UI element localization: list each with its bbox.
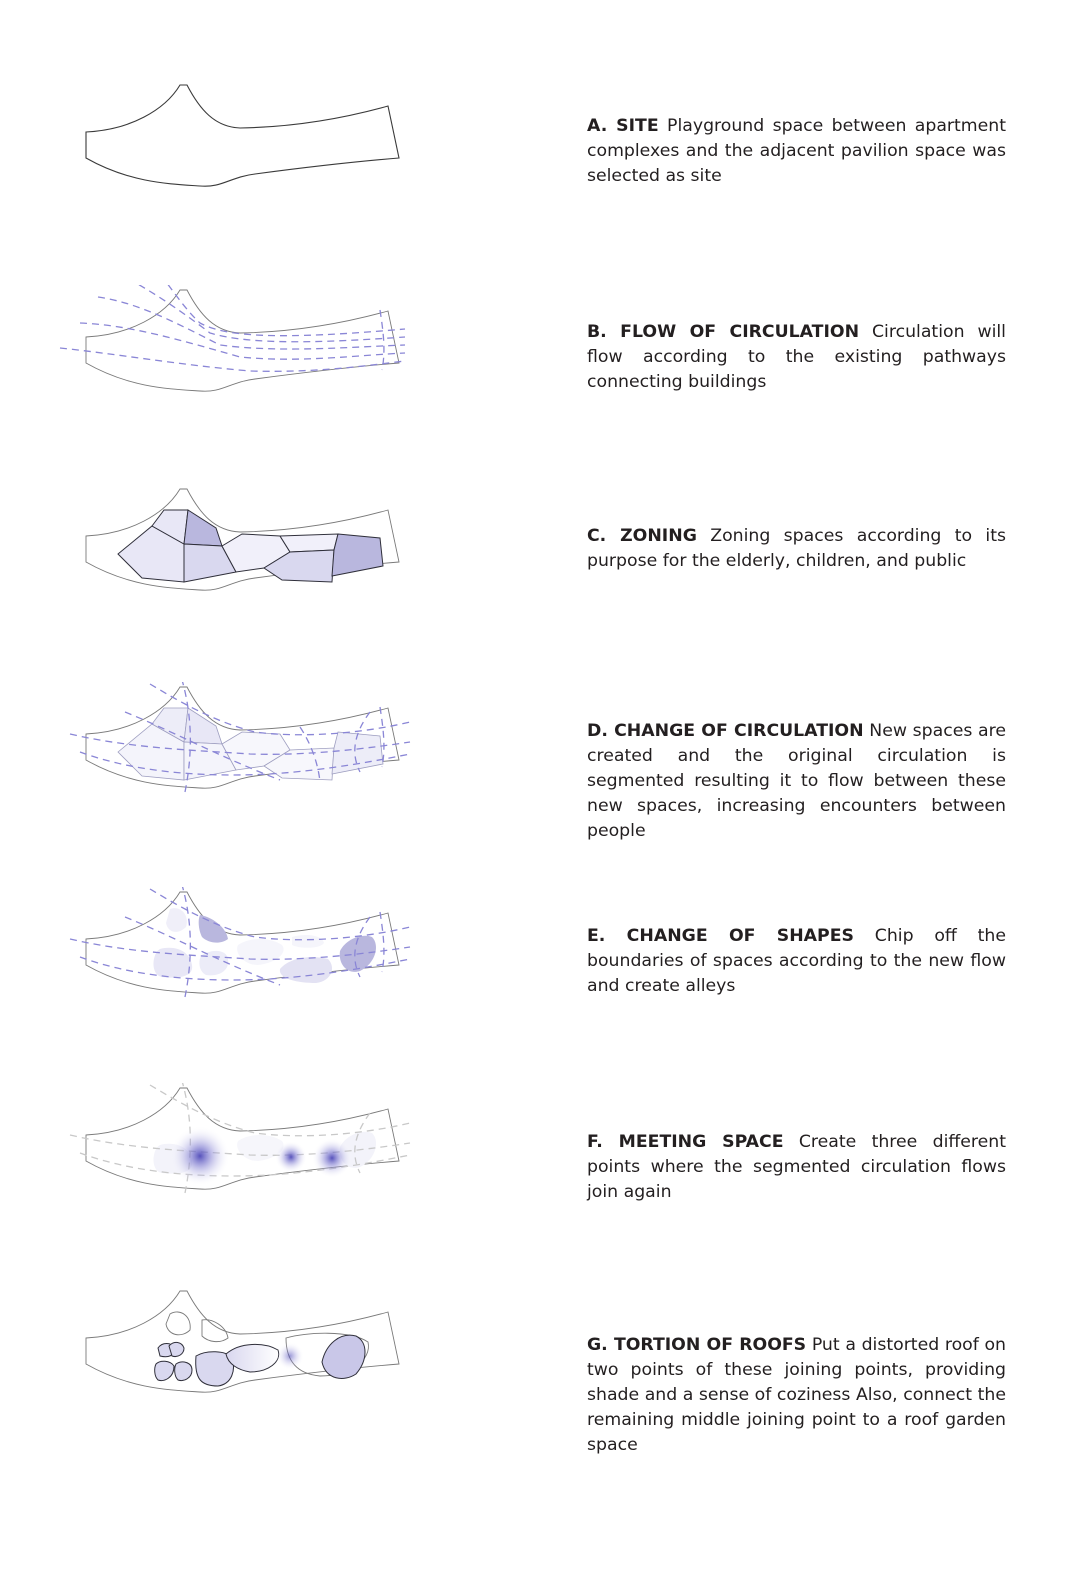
flow-line [178, 887, 190, 997]
flow-line [80, 323, 405, 359]
step-text: Chip off the boundaries of spaces according to the new flow and create alleys [587, 926, 1006, 996]
step-title: G. TORTION OF ROOFS [587, 1335, 807, 1355]
meeting-point-small [275, 1141, 307, 1173]
shape [166, 908, 187, 932]
flow-diagram [50, 285, 430, 435]
step-text: Circulation will flow according to the existing pathways connecting buildings [587, 322, 1006, 392]
twisted-roof [322, 1335, 365, 1378]
step-title: F. MEETING SPACE [587, 1132, 784, 1152]
site-diagram [50, 80, 430, 230]
shape [280, 957, 332, 983]
zoning-diagram [50, 484, 430, 634]
step-title: E. CHANGE OF SHAPES [587, 926, 854, 946]
roof-block [169, 1342, 184, 1356]
zone [332, 732, 383, 774]
step-text: New spaces are created and the original circulation is segmented resulting it to flow between these new spaces, increasing encounters between people [587, 721, 1007, 841]
flow-line [380, 912, 384, 972]
meeting-space-diagram [50, 1083, 430, 1233]
step-text: Create three different points where the segmented circulation flows join again [587, 1132, 1006, 1202]
step-description [587, 114, 1006, 189]
meeting-point-large [170, 1126, 230, 1186]
step-description [587, 1333, 1006, 1458]
step-text: Zoning spaces according to its purpose for the elderly, children, and public [587, 526, 1007, 571]
shape [199, 915, 228, 943]
zone-children-dark [184, 510, 222, 546]
step-title: C. ZONING [587, 526, 697, 546]
roof-block [155, 1361, 174, 1380]
change-of-circulation-diagram [50, 682, 430, 832]
flow-line [380, 310, 384, 370]
shape [237, 939, 283, 965]
step-description [587, 320, 1006, 395]
flow-line [98, 297, 405, 349]
flow-line [118, 285, 405, 342]
step-title: D. CHANGE OF CIRCULATION [587, 721, 864, 741]
zone-far-east [332, 534, 383, 576]
flow-line [60, 348, 405, 371]
step-description [587, 719, 1006, 844]
change-of-shapes-diagram [50, 887, 430, 1037]
step-text: Put a distorted roof on two points of these joining points, providing shade and a sense of coziness Also, connect the remaining middle joining point to a roof garden space [587, 1335, 1006, 1455]
tortion-of-roofs-diagram [50, 1286, 430, 1436]
step-title: A. SITE [587, 116, 659, 136]
step-description [587, 924, 1006, 999]
step-title: B. FLOW OF CIRCULATION [587, 322, 860, 342]
shape [292, 935, 324, 948]
meeting-point-medium [312, 1138, 352, 1178]
step-description [587, 524, 1006, 574]
site-outline [86, 85, 399, 186]
shape-outline [166, 1312, 190, 1335]
step-description [587, 1130, 1006, 1205]
roof-block [175, 1362, 192, 1381]
step-text: Playground space between apartment complexes and the adjacent pavilion space was selected as site [587, 116, 1007, 186]
shape [199, 951, 228, 975]
zone-east [280, 534, 338, 552]
roof-garden-point [276, 1342, 304, 1370]
